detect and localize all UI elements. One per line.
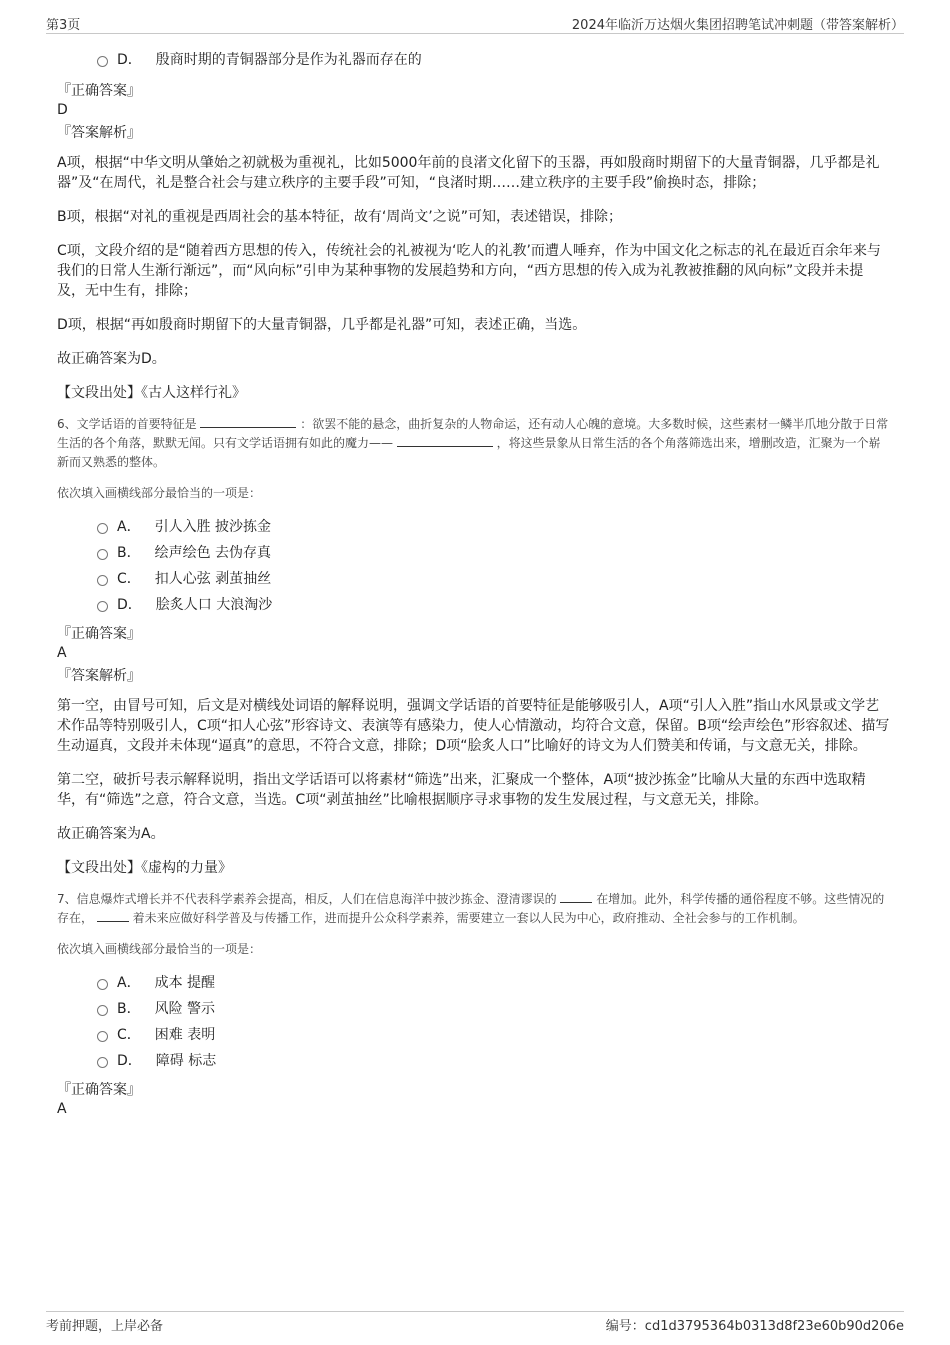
q6-stem <box>57 415 890 472</box>
q6-options <box>57 513 890 617</box>
document-title: 2024年临沂万达烟火集团招聘笔试冲刺题（带答案解析） <box>571 18 904 33</box>
q6-option-d[interactable] <box>97 591 890 617</box>
radio-icon[interactable] <box>97 1031 108 1042</box>
option-letter: A． <box>117 975 141 991</box>
q7-prompt: 依次填入画横线部分最恰当的一项是： <box>57 942 262 956</box>
radio-icon[interactable] <box>97 56 108 67</box>
option-letter: B． <box>117 545 141 561</box>
page-number: 第3页 <box>46 18 81 33</box>
radio-icon[interactable] <box>97 523 108 534</box>
q5-answer: D <box>57 102 68 118</box>
option-text: 扣人心弦 剥茧抽丝 <box>154 571 272 587</box>
analysis-paragraph: 第二空，破折号表示解释说明，指出文学话语可以将素材“筛选”出来，汇聚成一个整体，A项“披沙拣金”比喻从大量的东西中选取精华，有“筛选”之意，符合文意，当选。C项“剥茧抽丝”比喻根据顺序寻求事物的发生发展过程，与文意无关，排除。 <box>57 772 866 808</box>
q5-source: 【文段出处】《古人这样行礼》 <box>57 385 246 401</box>
q7-stem-text: 7、信息爆炸式增长并不代表科学素养会提高，相反，人们在信息海洋中披沙拣金、澄清谬误的 <box>57 892 557 906</box>
radio-icon[interactable] <box>97 1005 108 1016</box>
analysis-paragraph: B项，根据“对礼的重视是西周社会的基本特征，故有‘周尚文’之说”可知，表述错误，排除； <box>57 209 623 225</box>
analysis-paragraph: D项，根据“再如殷商时期留下的大量青铜器，几乎都是礼器”可知，表述正确，当选。 <box>57 317 587 333</box>
q6-blank-2 <box>397 434 493 447</box>
option-text: 脍炙人口 大浪淘沙 <box>155 597 273 613</box>
option-text: 引人入胜 披沙拣金 <box>154 519 272 535</box>
q7-option-a[interactable] <box>97 969 890 995</box>
option-letter: D． <box>117 1053 142 1069</box>
analysis-paragraph: 第一空，由冒号可知，后文是对横线处词语的解释说明，强调文学话语的首要特征是能够吸引人，A项“引人入胜”指山水风景或文学艺术作品等特别吸引人，C项“扣人心弦”形容诗文、表演等有感染力，使人心情激动，均符合文意，保留。B项“绘声绘色”形容叙述、描写生动逼真，文段并未体现“逼真”的意思，不符合文意，排除；D项“脍炙人口”比喻好的诗文为人们赞美和传诵，与文意无关，排除。 <box>57 698 890 754</box>
option-text: 风险 警示 <box>154 1001 216 1017</box>
analysis-conclusion: 故正确答案为D。 <box>57 351 166 367</box>
correct-answer-label: 『正确答案』 <box>57 83 141 99</box>
q6-stem-text: ，将这些景象从日常生活的各个角落筛选出来，增删改造，汇聚为一个崭新而又熟悉的整体。 <box>57 436 881 469</box>
correct-answer-label: 『正确答案』 <box>57 626 141 642</box>
q6-option-c[interactable] <box>97 565 890 591</box>
page-footer <box>46 1311 904 1336</box>
q7-option-d[interactable] <box>97 1047 890 1073</box>
option-letter: C． <box>117 1027 141 1043</box>
q7-option-b[interactable] <box>97 995 890 1021</box>
q5-analysis <box>57 153 890 369</box>
radio-icon[interactable] <box>97 549 108 560</box>
q6-source: 【文段出处】《虚构的力量》 <box>57 860 232 876</box>
option-letter: A． <box>117 519 141 535</box>
q6-option-b[interactable] <box>97 539 890 565</box>
analysis-conclusion: 故正确答案为A。 <box>57 826 165 842</box>
q7-blank-1 <box>560 890 592 903</box>
q5-option-d[interactable] <box>97 46 890 72</box>
q7-blank-2 <box>97 909 129 922</box>
q7-stem-text: 在增加。此外，科学传播的通俗程度不够。这些情况的存在， <box>57 892 885 925</box>
page-header <box>46 11 904 34</box>
option-text: 绘声绘色 去伪存真 <box>154 545 272 561</box>
analysis-paragraph: A项，根据“中华文明从肇始之初就极为重视礼，比如5000年前的良渚文化留下的玉器，再如殷商时期留下的大量青铜器，几乎都是礼器”及“在周代，礼是整合社会与建立秩序的主要手段”可知，“良渚时期……建立秩序的主要手段”偷换时态，排除； <box>57 155 880 191</box>
option-text: 困难 表明 <box>154 1027 216 1043</box>
q7-options <box>57 969 890 1073</box>
q6-analysis <box>57 696 890 844</box>
q7-answer: A <box>57 1101 67 1117</box>
option-letter: B． <box>117 1001 141 1017</box>
document-id: 编号：cd1d3795364b0313d8f23e60b90d206e <box>605 1319 904 1334</box>
q7-option-c[interactable] <box>97 1021 890 1047</box>
q6-option-a[interactable] <box>97 513 890 539</box>
radio-icon[interactable] <box>97 601 108 612</box>
option-letter: D． <box>117 52 142 68</box>
q7-stem-text: 着未来应做好科学普及与传播工作，进而提升公众科学素养，需要建立一套以人民为中心，政府推动、全社会参与的工作机制。 <box>132 911 805 925</box>
q6-stem-text: ：欲罢不能的悬念，曲折复杂的人物命运，还有动人心魄的意境。大多数时候，这些素材一鳞半爪地分散于日常生活的各个角落，默默无闻。只有文学话语拥有如此的魔力—— <box>57 417 889 450</box>
analysis-label: 『答案解析』 <box>57 125 141 141</box>
page-content <box>57 46 890 1123</box>
q6-answer: A <box>57 645 67 661</box>
footer-slogan: 考前押题，上岸必备 <box>46 1319 164 1334</box>
option-letter: C． <box>117 571 141 587</box>
radio-icon[interactable] <box>97 575 108 586</box>
q6-blank-1 <box>200 415 296 428</box>
q6-stem-text: 6、文学话语的首要特征是 <box>57 417 197 431</box>
radio-icon[interactable] <box>97 979 108 990</box>
option-letter: D． <box>117 597 142 613</box>
q7-stem <box>57 890 890 928</box>
correct-answer-label: 『正确答案』 <box>57 1082 141 1098</box>
option-text: 殷商时期的青铜器部分是作为礼器而存在的 <box>155 52 422 68</box>
option-text: 障碍 标志 <box>155 1053 217 1069</box>
analysis-label: 『答案解析』 <box>57 668 141 684</box>
q6-prompt: 依次填入画横线部分最恰当的一项是： <box>57 486 262 500</box>
option-text: 成本 提醒 <box>154 975 216 991</box>
radio-icon[interactable] <box>97 1057 108 1068</box>
analysis-paragraph: C项，文段介绍的是“随着西方思想的传入，传统社会的礼被视为‘吃人的礼教’而遭人唾弃，作为中国文化之标志的礼在最近百余年来与我们的日常人生渐行渐远”，而“风向标”引申为某种事物的发展趋势和方向，“西方思想的传入成为礼教被推翻的风向标”文段并未提及，无中生有，排除； <box>57 243 881 299</box>
